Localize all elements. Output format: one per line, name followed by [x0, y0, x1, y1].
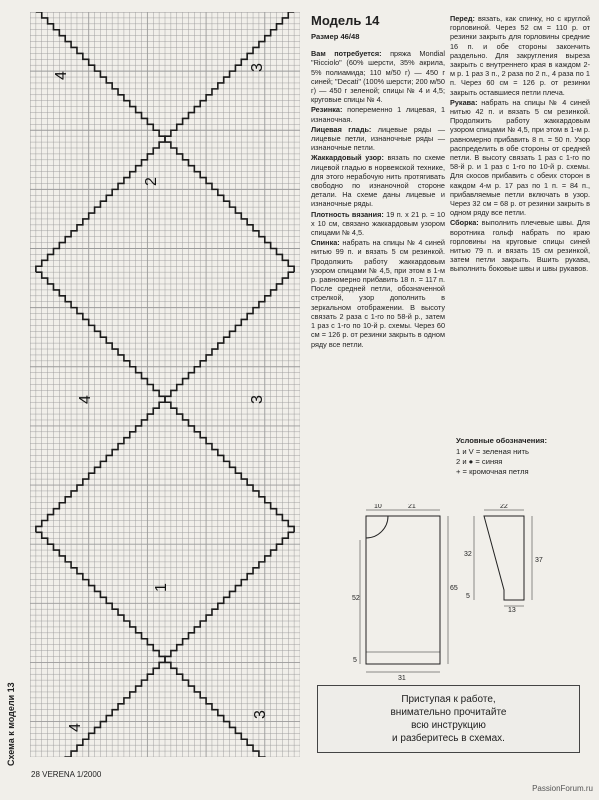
chart-grid-svg	[30, 12, 300, 757]
paragraph-text: пряжа Mondial "Ricciolo" (60% шерсти, 35% акрила, 5% полиамида; 110 м/50 г) — 450 г синей; "Decati" (100% шерсти; 200 м/50 г) — 450 г зеленой; спицы № 4 и 4,5; круговые спицы № 4.	[311, 49, 445, 105]
paragraph-label: Резинка:	[311, 105, 343, 115]
dim-65: 65	[450, 585, 458, 592]
text-column-right	[450, 14, 590, 275]
dim-37: 37	[535, 557, 543, 564]
article-paragraph	[311, 210, 445, 238]
instruction-notice	[317, 685, 580, 753]
paragraph-label: Перед:	[450, 14, 475, 23]
article-paragraph	[450, 14, 590, 97]
article-paragraph	[311, 125, 445, 153]
article-paragraph	[450, 98, 590, 218]
notice-line: и разберитесь в схемах.	[392, 733, 505, 744]
article-paragraph	[311, 105, 445, 123]
paragraph-text: попеременно 1 лицевая, 1 изнаночная.	[311, 105, 445, 124]
paragraph-label: Рукава:	[450, 97, 478, 107]
legend	[456, 436, 591, 477]
model-title: Модель 14	[311, 13, 380, 28]
chart-zone-label: 3	[252, 710, 269, 719]
article-paragraph	[450, 218, 590, 273]
dim-21: 21	[408, 504, 416, 510]
notice-line: внимательно прочитайте	[390, 707, 507, 718]
side-caption: Схема к модели 13	[6, 682, 16, 766]
paragraph-text: набрать на спицы № 4 синей нитью 42 п. и вязать 5 см резинкой. Продолжить работу жаккардовым узором спицами № 4,5, при этом в 1-м р. равномерно прибавить 8 п. = 50 п. Узор распределить в обе стороны от средней петли. В высоту связать 1 раз с 1-го по 58-й р. и 1 раз с 1-го по 10-й р. схемы. Для скосов прибавить с обеих сторон в каждом 4-м р. 17 раз по 1 п. = 84 п., прибавляемые петли включать в узор. Через 32 см = 68 р. от резинки закрыть в одном ряду все петли.	[450, 97, 590, 218]
chart-zone-label: 4	[77, 395, 94, 404]
chart-zone-label: 3	[249, 63, 266, 72]
notice-line: всю инструкцию	[411, 720, 486, 731]
legend-item: + = кромочная петля	[456, 467, 529, 476]
article-paragraph	[311, 49, 445, 104]
legend-item: 1 и V = зеленая нить	[456, 447, 529, 456]
paragraph-label: Сборка:	[450, 218, 479, 228]
watermark: PassionForum.ru	[532, 784, 593, 793]
paragraph-label: Жаккардовый узор:	[311, 153, 384, 163]
paragraph-text: лицевые ряды — лицевые петли, изнаночные ряды — изнаночные петли.	[311, 124, 446, 153]
dim-32: 32	[464, 551, 472, 558]
paragraph-text: 19 п. х 21 р. = 10 х 10 см, связано жаккардовым узором спицами № 4,5.	[311, 209, 446, 238]
paragraph-label: Вам потребуется:	[311, 49, 382, 59]
paragraph-label: Лицевая гладь:	[311, 124, 372, 134]
body-schematic-svg	[352, 504, 462, 682]
size-label: Размер 46/48	[311, 32, 360, 41]
sleeve-schematic	[462, 504, 552, 617]
dim-31: 31	[398, 675, 406, 682]
chart-zone-label: 3	[249, 395, 266, 404]
legend-title: Условные обозначения:	[456, 436, 548, 445]
chart-zone-label: 2	[143, 177, 160, 186]
paragraph-text: вязать по схеме лицевой гладью в норвежской технике, для этого нерабочую нить протягивать свободно по изнаночной стороне детали. На схеме даны лицевые и изнаночные ряды.	[311, 153, 446, 209]
text-column-left	[311, 14, 445, 350]
paragraph-label: Спинка:	[311, 238, 340, 248]
chart-zone-label: 1	[153, 583, 170, 592]
legend-item: 2 и ● = синяя	[456, 457, 503, 466]
chart-zone-label: 4	[53, 71, 70, 80]
article-paragraph	[311, 238, 445, 348]
dim-22: 22	[500, 504, 508, 510]
paragraph-text: набрать на спицы № 4 синей нитью 99 п. и вязать 5 см резинкой. Продолжить работу жаккардовым узором спицами № 4,5, при этом в 1-м р. равномерно прибавить 18 п. = 117 п. После средней петли, обозначенной стрелкой, узор дополнить в зеркальном отображении. В высоту связать 2 раза с 1-го по 58-й р., затем 1 раз с 1-го по 10-й р. схемы. Через 60 см = 126 р. от резинки закрыть в одном ряду все петли.	[311, 238, 445, 349]
notice-line: Приступая к работе,	[401, 694, 496, 705]
dim-10: 10	[374, 504, 382, 510]
dim-13: 13	[508, 607, 516, 612]
page-footer: 28 VERENA 1/2000	[31, 770, 102, 779]
jacquard-chart	[30, 12, 300, 757]
sleeve-schematic-svg	[462, 504, 552, 612]
chart-zone-label: 4	[67, 723, 84, 732]
paragraph-text: выполнить плечевые швы. Для воротника гольф набрать по краю горловины на круговые спицы синей нитью 79 п. и вязать 15 см резинкой, затем петли закрыть. Вшить рукава, выполнить боковые швы и швы рукавов.	[450, 218, 590, 274]
dim-5: 5	[353, 657, 357, 664]
body-schematic	[352, 504, 462, 687]
dim-52: 52	[352, 595, 360, 602]
paragraph-label: Плотность вязания:	[311, 209, 384, 219]
article-paragraph	[311, 153, 445, 208]
paragraph-text: вязать, как спинку, но с круглой горловиной. Через 52 см = 110 р. от резинки закрыть для горловины средние 16 п. и обе стороны закончить раздельно. Для закругления выреза закрыть с внутреннего края в каждом 2-м р. 1 раз 3 п., 2 раза по 2 п., 4 раза по 1 п. Через 60 см = 126 р. от резинки закрыть оставшиеся петли плеча.	[450, 14, 590, 97]
dim-5-sleeve: 5	[466, 593, 470, 600]
